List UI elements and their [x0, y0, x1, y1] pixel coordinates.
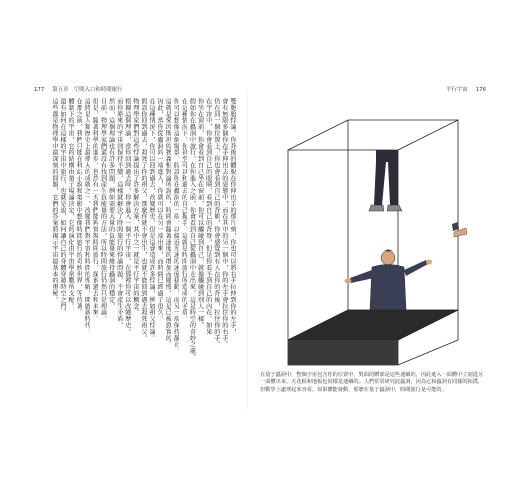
text-column: 這就是愛因斯坦的狹義相對論所說的，時間會隨著速度的增加而變慢，這是已被證實的。	[164, 98, 172, 348]
text-column: 假如你在蟲洞中旅行，在你進入之前，你會看到自己從蟲洞中走出來，這是時空的奇妙之處。	[188, 98, 196, 361]
text-column: 根據這個理論，當你回到過去時，你會進入一個平行宇宙，在那裡你可以改變歷史。	[123, 98, 131, 335]
left-page-number: 177	[34, 87, 45, 93]
text-column: 仍在同一個位置上，你也會看到自己的背影，你會感覺到有人在你的背後，拉住你的手。	[212, 98, 220, 348]
left-chapter-title: 第五章 空間入口和時間旅行	[52, 87, 123, 93]
left-page-header	[34, 85, 122, 93]
text-column: 這將是人類歷史上最偉大的成就之一，改變我們對宇宙和時間的理解，開啟新時代。	[83, 98, 91, 335]
right-page-header	[446, 85, 486, 93]
text-column: 但是，隨著科學的進步，也許有一天我們能夠實現時間旅行，探索過去和未來。	[91, 98, 99, 322]
text-column: 然而，這個理論也有許多問題，例如需要大量的負能量來維持蟲洞的穩定。	[107, 98, 115, 310]
right-page	[258, 98, 494, 408]
right-book-title: 平行宇宙	[446, 87, 468, 93]
text-column: 目前，物理學家們還沒有找到產生負能量的方法，所以時間旅行仍然只是理論。	[99, 98, 107, 322]
left-page-body	[30, 98, 236, 408]
text-column: 你坐在窗前，你會看到自己坐在窗前，你可以觸碰到自己，就像觸碰到別人一樣。	[196, 98, 204, 329]
text-column: 而你原來的宇宙則保持不變，這樣就解決了時間旅行的悖論問題，不會產生矛盾。	[115, 98, 123, 329]
figure-caption: 在量子蟲洞中，整個宇宙包含你的位置中。對面的體部是這些連續的，因此進入一面體中立刻從另一面體出來。天花板和地板也同樣是連續的。人們常常研究此蟲洞，因為它和蟲洞有同樣的拓撲，但數學上處理起來容易。如果體能發動，那麼在量子蟲洞中，時間旅行是可能的。	[260, 372, 484, 393]
text-column: 物理學家們對這些悖論提出了許多解決方案，其中之一就是平行宇宙的概念。	[131, 98, 139, 316]
text-column: 假設你回到過去，殺死了你的祖父，那麼你就不會出生，也就不能回到過去殺死祖父。	[139, 98, 147, 342]
text-column: 你可以想像這個場景。假設你在蟲洞的一端，以接近光速的速度移動，而另一端保持靜止。	[172, 98, 180, 354]
text-column: 體制下的宇宙，它的結構由量子場論決定，它的演化由宇宙學常數所支配。	[67, 98, 75, 310]
text-column: 在這種情況下，你甚至可以和過去的自己握手，這就是時間旅行所造成的矛盾。	[180, 98, 188, 322]
wormhole-illustration	[258, 110, 494, 370]
text-column: 在那之前，我們只能在科幻小說和電影中想像時間旅行的奇妙世界，等待著。	[75, 98, 83, 316]
text-column: 在宇宙中，你會看到自己的眼睛，看到自己的背脊，但是你看不到自己的內在。如果	[204, 98, 212, 335]
vertical-text-columns	[30, 98, 236, 408]
text-column: 因此，當你從蟲洞的一端進入，你就可以在另一端出來，而時間已經過了很久。	[156, 98, 164, 322]
text-column: 在這種情況下，你可以回到過去，改變歷史。但是這會造成許多悖論，例如祖父悖論。	[148, 98, 156, 342]
text-column: 雙胞胎悖論。你背後的體脫在你伸出手的那片刻，你也可以將右手拉伸到你的左手，	[229, 98, 236, 335]
text-column: 還有如何在這樣的宇宙中旅行，也就是說，如何讓自己的身體穿越時空之門。	[59, 98, 67, 316]
text-column: 這些都是物理學中最深刻的問題，它們的答案將揭示宇宙最基本的奧秘。	[50, 98, 58, 303]
right-page-number: 176	[475, 87, 486, 93]
book-fold	[247, 90, 248, 410]
text-column: 會有無限多個你在手伸出去的姿態中，而在其中的另一個中，你的左手會拉住你的右手。	[220, 98, 228, 348]
hand-from-wall	[452, 222, 467, 237]
